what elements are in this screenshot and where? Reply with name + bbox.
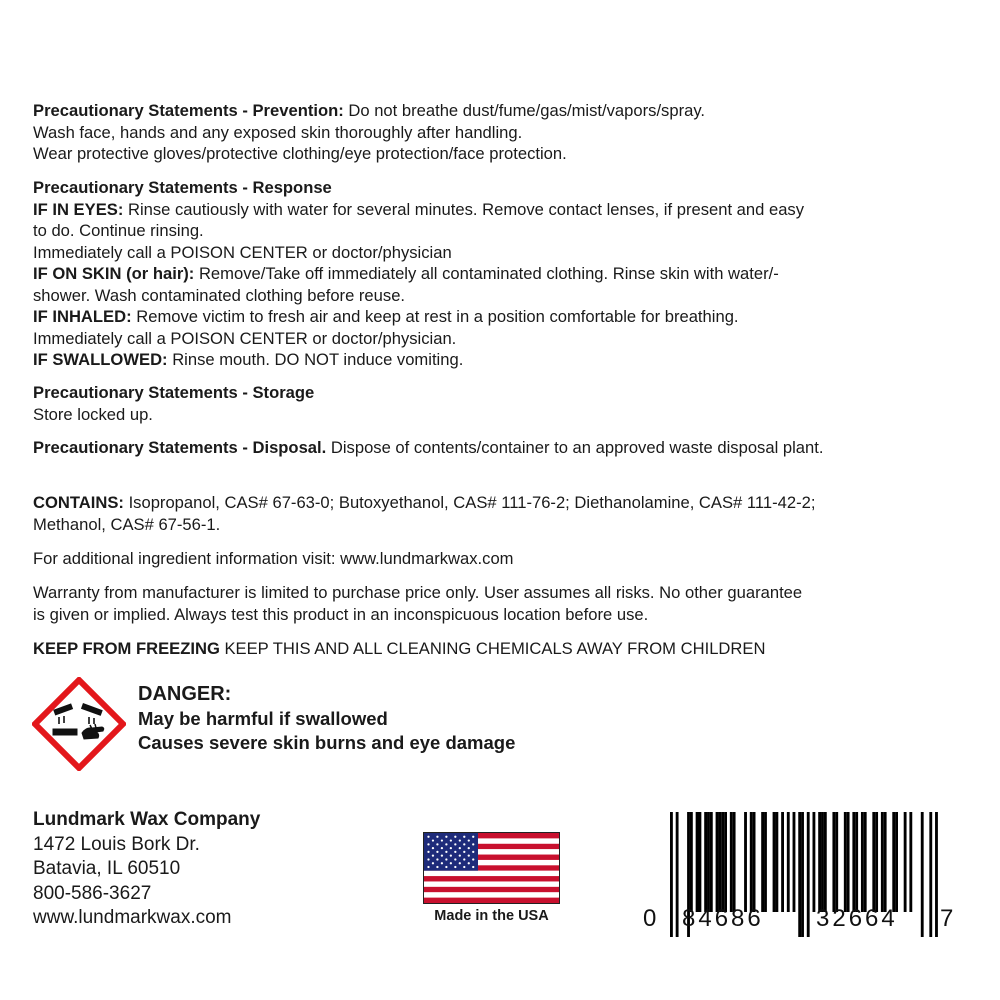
corrosion-pictogram-icon bbox=[32, 677, 126, 771]
disposal-line: Precautionary Statements - Disposal. Dispose of contents/container to an approved waste disposal plant. bbox=[33, 438, 824, 457]
prevention-line-3: Wear protective gloves/protective clothing/eye protection/face protection. bbox=[33, 144, 567, 163]
response-heading: Precautionary Statements - Response bbox=[33, 178, 332, 197]
freezing-label: KEEP FROM FREEZING bbox=[33, 639, 220, 658]
barcode-check-digit: 7 bbox=[940, 905, 954, 932]
prevention-line-2: Wash face, hands and any exposed skin thoroughly after handling. bbox=[33, 122, 523, 142]
response-section bbox=[33, 177, 804, 371]
barcode-right-digits: 32664 bbox=[816, 905, 898, 932]
danger-line-1: May be harmful if swallowed bbox=[138, 707, 388, 729]
danger-line-2: Causes severe skin burns and eye damage bbox=[138, 732, 516, 753]
ingredient-info: For additional ingredient information visit: www.lundmarkwax.com bbox=[33, 549, 514, 568]
prevention-heading: Precautionary Statements - Prevention: bbox=[33, 101, 344, 120]
eyes-line-2: to do. Continue rinsing. bbox=[33, 221, 204, 240]
contains-line-1: CONTAINS: Isopropanol, CAS# 67-63-0; Butoxyethanol, CAS# 111-76-2; Diethanolamine, CAS# 111-42-2; bbox=[33, 493, 816, 512]
inhaled-label: IF INHALED: bbox=[33, 307, 132, 326]
prevention-section bbox=[33, 100, 705, 165]
made-in-usa-caption: Made in the USA bbox=[434, 908, 549, 924]
storage-section bbox=[33, 382, 314, 425]
prevention-line-1: Precautionary Statements - Prevention: Do not breathe dust/fume/gas/mist/vapors/spray. bbox=[33, 101, 706, 120]
made-in-usa-badge bbox=[423, 832, 560, 924]
barcode-lead-digit: 0 bbox=[643, 905, 657, 932]
freezing-line: KEEP FROM FREEZING KEEP THIS AND ALL CLEANING CHEMICALS AWAY FROM CHILDREN bbox=[33, 639, 766, 658]
inhaled-line-1: IF INHALED: Remove victim to fresh air and keep at rest in a position comfortable for breathing. bbox=[33, 307, 739, 326]
swallowed-label: IF SWALLOWED: bbox=[33, 350, 168, 369]
company-info bbox=[33, 808, 260, 931]
warranty-line-1: Warranty from manufacturer is limited to purchase price only. User assumes all risks. No other guarantee bbox=[33, 583, 803, 602]
company-website: www.lundmarkwax.com bbox=[33, 907, 232, 928]
inhaled-line-2: Immediately call a POISON CENTER or doctor/physician. bbox=[33, 328, 457, 348]
swallowed-line: IF SWALLOWED: Rinse mouth. DO NOT induce vomiting. bbox=[33, 350, 464, 369]
eyes-line-1: IF IN EYES: Rinse cautiously with water for several minutes. Remove contact lenses, if present and easy bbox=[33, 199, 805, 219]
contains-section bbox=[33, 492, 815, 535]
skin-line-2: shower. Wash contaminated clothing before reuse. bbox=[33, 285, 406, 305]
company-address-1: 1472 Louis Bork Dr. bbox=[33, 833, 200, 855]
contains-label: CONTAINS: bbox=[33, 493, 124, 512]
us-flag-icon bbox=[423, 832, 560, 904]
eyes-label: IF IN EYES: bbox=[33, 199, 124, 219]
contains-line-2: Methanol, CAS# 67-56-1. bbox=[33, 514, 221, 534]
storage-heading: Precautionary Statements - Storage bbox=[33, 383, 315, 402]
storage-text: Store locked up. bbox=[33, 404, 153, 424]
skin-line-1: IF ON SKIN (or hair): Remove/Take off immediately all contaminated clothing. Rinse skin with water/- bbox=[33, 264, 779, 283]
danger-title: DANGER: bbox=[138, 683, 232, 705]
skin-label: IF ON SKIN (or hair): bbox=[33, 264, 195, 283]
company-name: Lundmark Wax Company bbox=[33, 809, 261, 830]
warranty-section bbox=[33, 582, 802, 625]
freezing-section bbox=[33, 638, 765, 660]
barcode-left-digits: 84686 bbox=[682, 905, 764, 932]
warranty-line-2: is given or implied. Always test this product in an inconspicuous location before use. bbox=[33, 604, 649, 624]
danger-statement bbox=[138, 682, 515, 756]
disposal-heading: Precautionary Statements - Disposal. bbox=[33, 438, 327, 457]
company-phone: 800-586-3627 bbox=[33, 882, 152, 904]
eyes-line-3: Immediately call a POISON CENTER or doctor/physician bbox=[33, 242, 452, 262]
disposal-section bbox=[33, 437, 823, 459]
company-address-2: Batavia, IL 60510 bbox=[33, 858, 181, 879]
